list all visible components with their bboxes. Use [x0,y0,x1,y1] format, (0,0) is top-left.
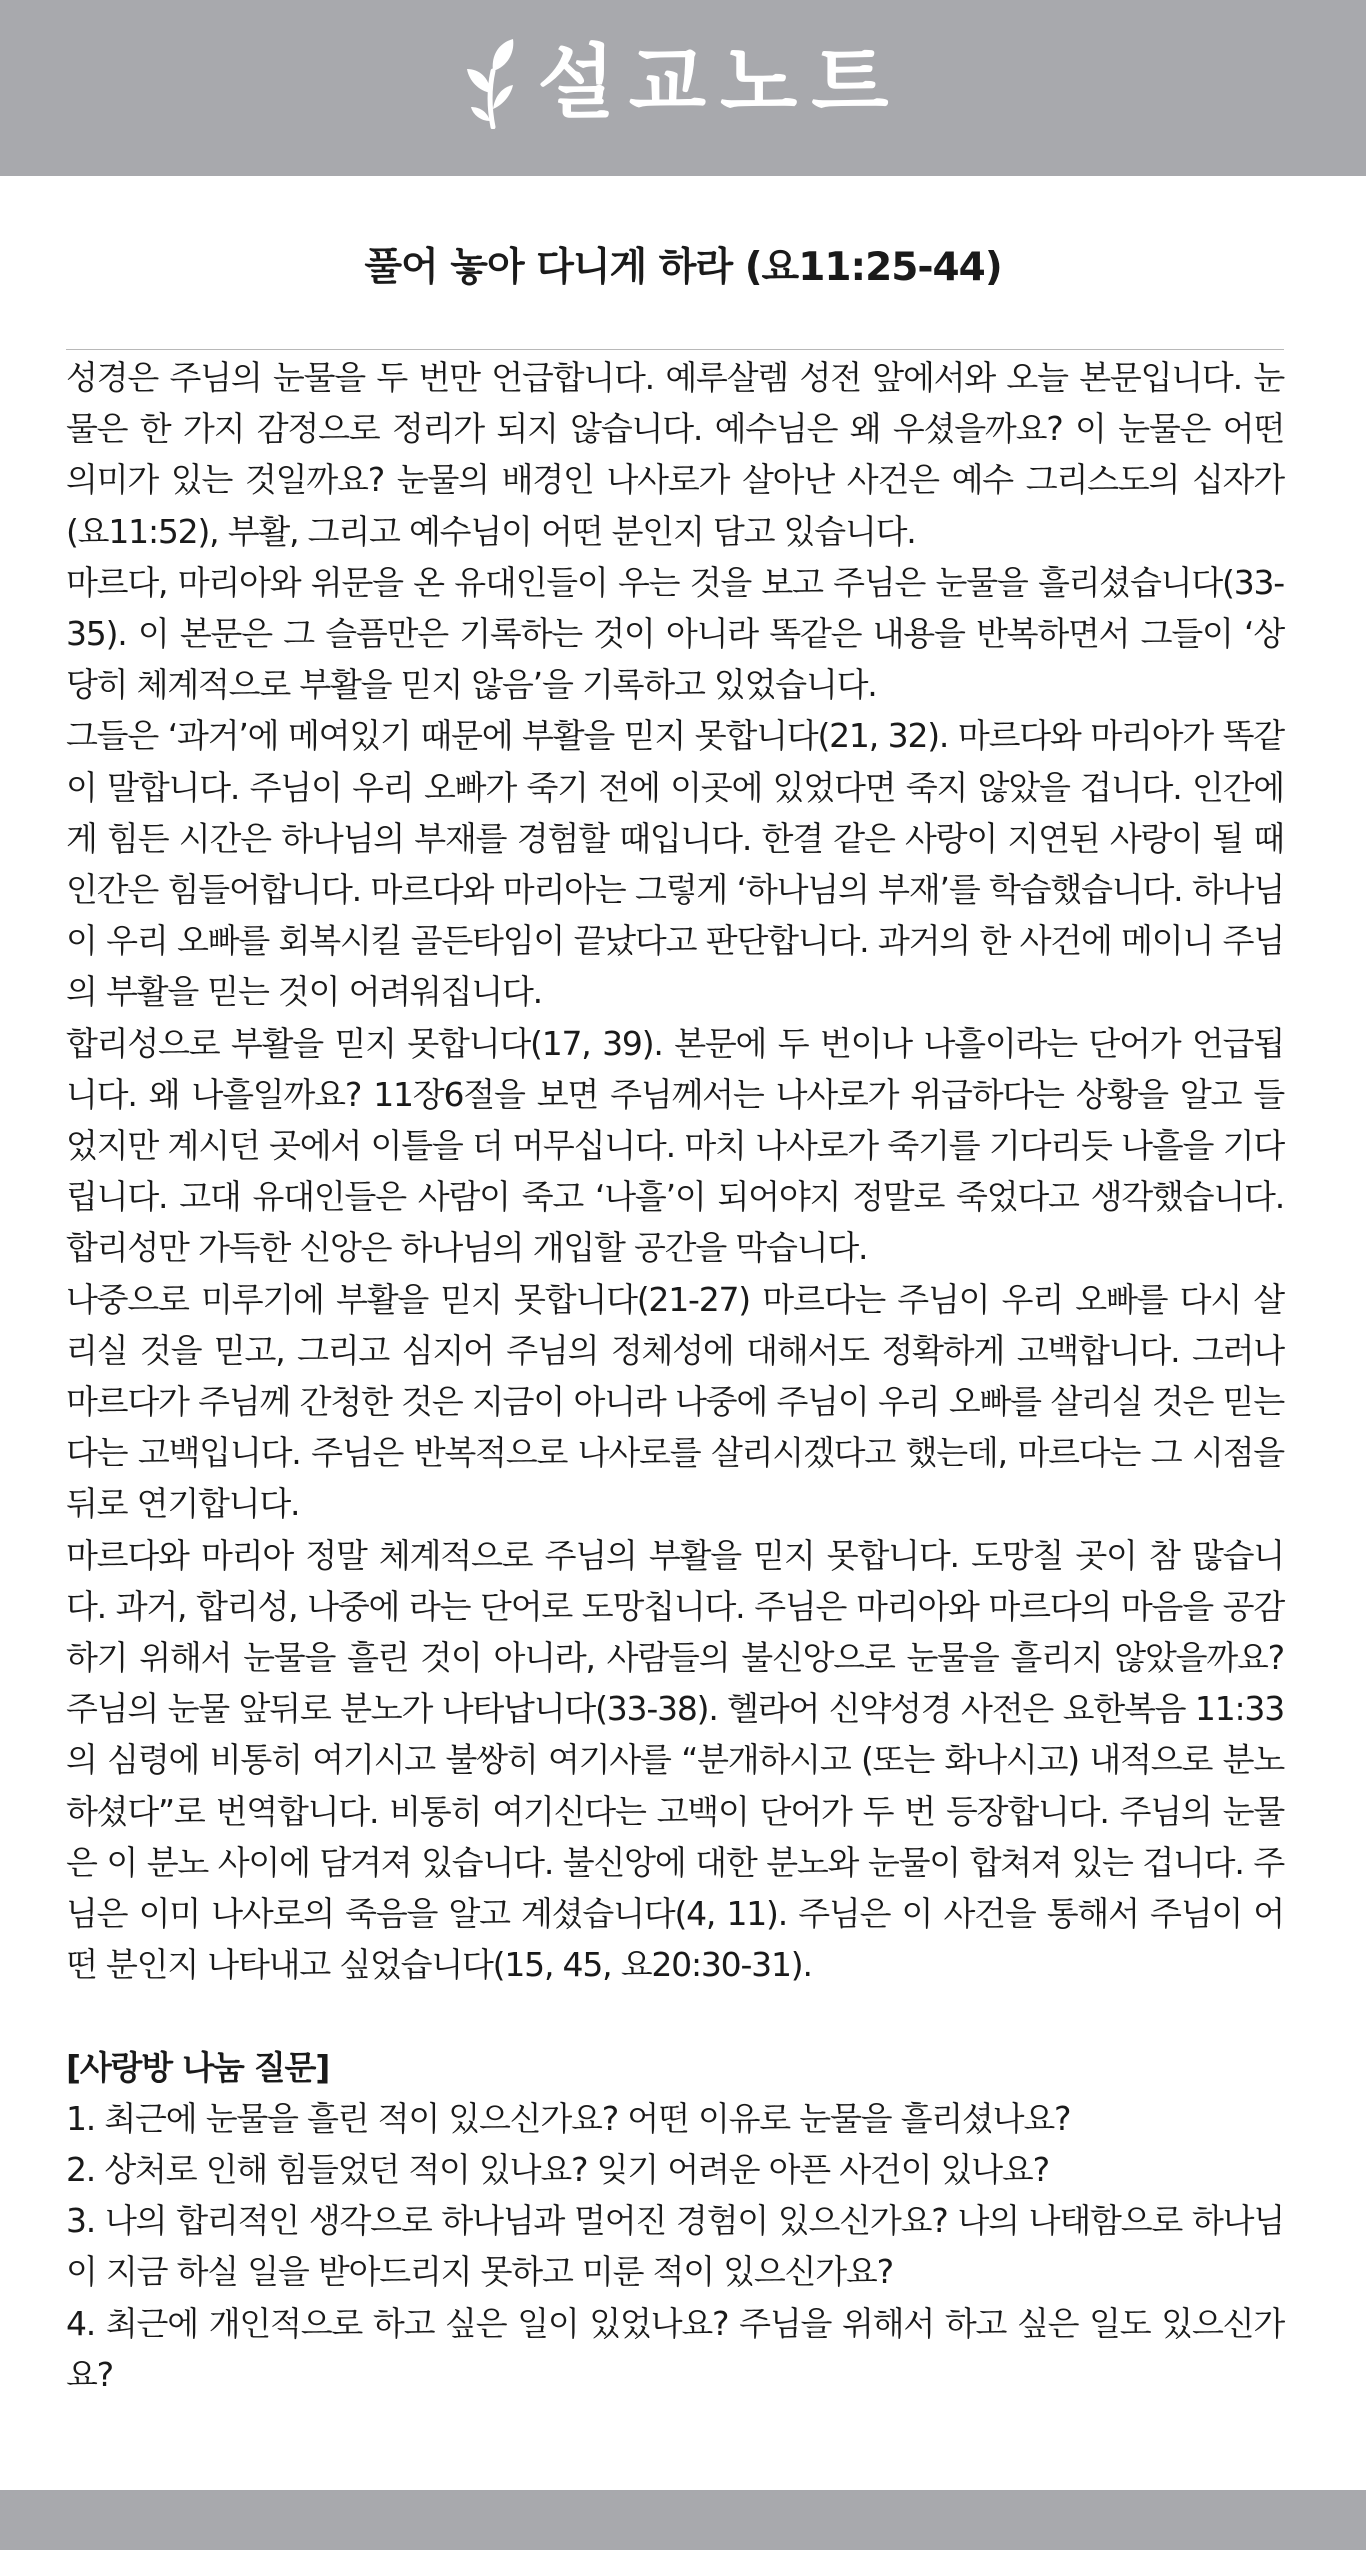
sermon-paragraph: 그들은 ‘과거’에 메여있기 때문에 부활을 믿지 못합니다(21, 32). 마르다와 마리아가 똑같이 말합니다. 주님이 우리 오빠가 죽기 전에 이곳에 있었다면 죽지 않았을 겁니다. 인간에게 힘든 시간은 하나님의 부재를 경험할 때입니다. 한결 같은 사랑이 지연된 사랑이 될 때 인간은 힘들어합니다. 마르다와 마리아는 그렇게 ‘하나님의 부재’를 학습했습니다. 하나님이 우리 오빠를 회복시킬 골든타임이 끝났다고 판단합니다. 과거의 한 사건에 메이니 주님의 부활을 믿는 것이 어려워집니다. [66,716,1284,1012]
sermon-paragraph: 성경은 주님의 눈물을 두 번만 언급합니다. 예루살렘 성전 앞에서와 오늘 본문입니다. 눈물은 한 가지 감정으로 정리가 되지 않습니다. 예수님은 왜 우셨을까요? 이 눈물은 어떤 의미가 있는 것일까요? 눈물의 배경인 나사로가 살아난 사건은 예수 그리스도의 십자가(요11:52), 부활, 그리고 예수님이 어떤 분인지 담고 있습니다. [66,358,1284,551]
section-spacer [66,1991,1284,2042]
leaf-sprout-icon [463,37,519,129]
sermon-paragraph: 합리성으로 부활을 믿지 못합니다(17, 39). 본문에 두 번이나 나흘이라는 단어가 언급됩니다. 왜 나흘일까요? 11장6절을 보면 주님께서는 나사로가 위급하다는 상황을 알고 들었지만 계시던 곳에서 이틀을 더 머무십니다. 마치 나사로가 죽기를 기다리듯 나흘을 기다립니다. 고대 유대인들은 사람이 죽고 ‘나흘’이 되어야지 정말로 죽었다고 생각했습니다. 합리성만 가득한 신앙은 하나님의 개입할 공간을 막습니다. [66,1023,1284,1268]
footer-bar [0,2490,1366,2550]
title-divider [66,349,1284,350]
discussion-question: 1. 최근에 눈물을 흘린 적이 있으신가요? 어떤 이유로 눈물을 흘리셨나요? [66,2098,1071,2138]
header-banner [0,0,1366,176]
sermon-paragraph: 마르다, 마리아와 위문을 온 유대인들이 우는 것을 보고 주님은 눈물을 흘리셨습니다(33-35). 이 본문은 그 슬픔만은 기록하는 것이 아니라 똑같은 내용을 반복하면서 그들이 ‘상당히 체계적으로 부활을 믿지 않음’을 기록하고 있었습니다. [66,562,1284,705]
sermon-title: 풀어 놓아 다니게 하라 (요11:25-44) [364,245,1002,290]
discussion-question: 2. 상처로 인해 힘들었던 적이 있나요? 잊기 어려운 아픈 사건이 있나요? [66,2149,1049,2189]
header-brand [463,37,902,129]
discussion-questions-heading: [사랑방 나눔 질문] [66,2047,330,2087]
discussion-question: 3. 나의 합리적인 생각으로 하나님과 멀어진 경험이 있으신가요? 나의 나태함으로 하나님이 지금 하실 일을 받아드리지 못하고 미룬 적이 있으신가요? [66,2201,1284,2292]
sermon-paragraph: 마르다와 마리아 정말 체계적으로 주님의 부활을 믿지 못합니다. 도망칠 곳이 참 많습니다. 과거, 합리성, 나중에 라는 단어로 도망칩니다. 주님은 마리아와 마르다의 마음을 공감하기 위해서 눈물을 흘린 것이 아니라, 사람들의 불신앙으로 눈물을 흘리지 않았을까요? 주님의 눈물 앞뒤로 분노가 나타납니다(33-38). 헬라어 신약성경 사전은 요한복음 11:33의 심령에 비통히 여기시고 불쌍히 여기사를 “분개하시고 (또는 화나시고) 내적으로 분노하셨다”로 번역합니다. 비통히 여기신다는 고백이 단어가 두 번 등장합니다. 주님의 눈물은 이 분노 사이에 담겨져 있습니다. 불신앙에 대한 분노와 눈물이 합쳐져 있는 겁니다. 주님은 이미 나사로의 죽음을 알고 계셨습니다(4, 11). 주님은 이 사건을 통해서 주님이 어떤 분인지 나타내고 싶었습니다(15, 45, 요20:30-31). [66,1535,1284,1985]
sermon-notes-body [66,352,1284,2400]
sermon-paragraph: 나중으로 미루기에 부활을 믿지 못합니다(21-27) 마르다는 주님이 우리 오빠를 다시 살리실 것을 믿고, 그리고 심지어 주님의 정체성에 대해서도 정확하게 고백합니다. 그러나 마르다가 주님께 간청한 것은 지금이 아니라 나중에 주님이 우리 오빠를 살리실 것은 믿는다는 고백입니다. 주님은 반복적으로 나사로를 살리시겠다고 했는데, 마르다는 그 시점을 뒤로 연기합니다. [66,1279,1284,1524]
discussion-question: 4. 최근에 개인적으로 하고 싶은 일이 있었나요? 주님을 위해서 하고 싶은 일도 있으신가요? [66,2303,1284,2394]
header-title: 설교노트 [537,36,903,129]
